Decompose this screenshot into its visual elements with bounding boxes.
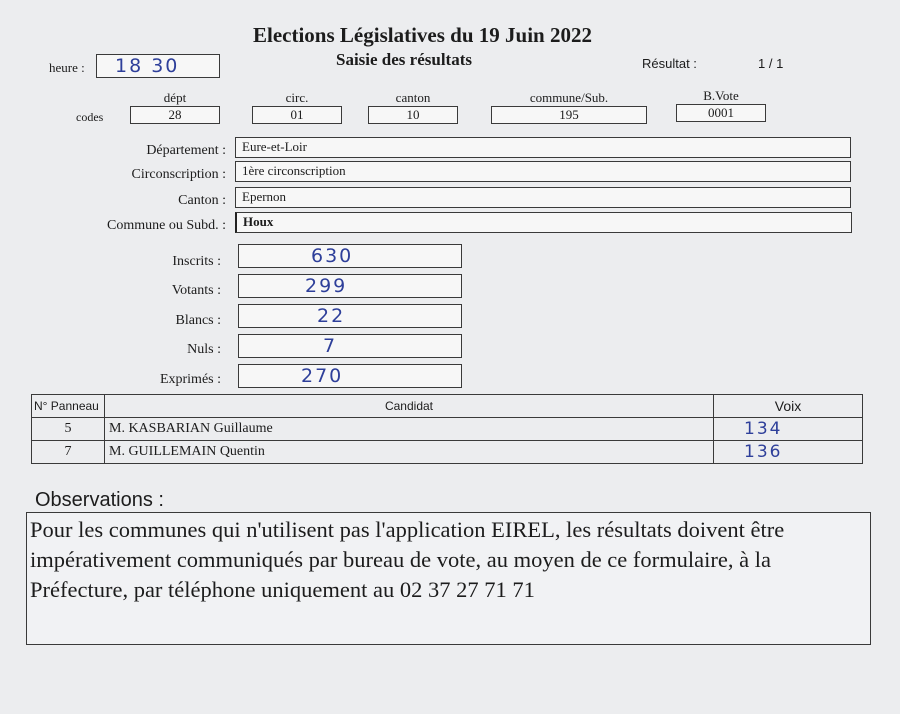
departement-label: Département : bbox=[146, 143, 226, 158]
votants-label: Votants : bbox=[171, 283, 221, 298]
canton-code-label: canton bbox=[395, 90, 431, 105]
form-title: Elections Législatives du 19 Juin 2022 bbox=[253, 23, 592, 47]
canton-code-value: 10 bbox=[406, 107, 420, 122]
codes-label: codes bbox=[76, 110, 104, 124]
voix-value: 136 bbox=[744, 442, 783, 462]
departement-field[interactable] bbox=[235, 137, 851, 158]
table-row bbox=[32, 441, 863, 464]
commune-label: Commune ou Subd. : bbox=[106, 218, 226, 233]
col-voix-header: Voix bbox=[714, 395, 863, 418]
blancs-label: Blancs : bbox=[175, 313, 221, 328]
observations-text: Pour les communes qui n'utilisent pas l'application EIREL, les résultats doivent être impérativement communiqués par bureau de vote, au moyen de ce formulaire, à la Préfecture, par téléphone uniquement au 02 37 27 71 71 bbox=[30, 517, 785, 602]
table-row bbox=[32, 418, 863, 441]
circ-field[interactable] bbox=[252, 106, 342, 124]
inscrits-label: Inscrits : bbox=[172, 254, 221, 269]
col-candidat-header: Candidat bbox=[105, 395, 714, 418]
blancs-value: 22 bbox=[317, 305, 346, 327]
circonscription-value: 1ère circonscription bbox=[242, 163, 346, 178]
voix-cell[interactable] bbox=[714, 418, 863, 441]
canton-label: Canton : bbox=[178, 193, 226, 208]
nuls-label: Nuls : bbox=[187, 342, 221, 357]
bvote-label: B.Vote bbox=[703, 88, 739, 103]
blancs-field[interactable] bbox=[238, 304, 462, 328]
commune-code-label: commune/Sub. bbox=[529, 90, 609, 105]
dept-label: dépt bbox=[163, 90, 187, 105]
circ-value: 01 bbox=[290, 107, 304, 122]
votants-value: 299 bbox=[305, 275, 348, 297]
dept-value: 28 bbox=[168, 107, 182, 122]
candidate-name-cell: M. KASBARIAN Guillaume bbox=[105, 418, 714, 441]
observations-label: Observations : bbox=[35, 489, 164, 511]
bvote-field[interactable] bbox=[676, 104, 766, 122]
inscrits-field[interactable] bbox=[238, 244, 462, 268]
form-subtitle: Saisie des résultats bbox=[336, 50, 472, 69]
resultat-label: Résultat : bbox=[642, 56, 697, 71]
canton-field[interactable] bbox=[235, 187, 851, 208]
heure-value: 18 30 bbox=[115, 55, 180, 77]
panneau-cell: 5 bbox=[32, 418, 105, 441]
dept-field[interactable] bbox=[130, 106, 220, 124]
resultat-value: 1 / 1 bbox=[758, 56, 784, 71]
commune-field[interactable] bbox=[235, 212, 852, 233]
bvote-value: 0001 bbox=[708, 105, 734, 120]
canton-value: Epernon bbox=[242, 189, 287, 204]
voix-cell[interactable] bbox=[714, 441, 863, 464]
candidate-name-cell: M. GUILLEMAIN Quentin bbox=[105, 441, 714, 464]
circonscription-field[interactable] bbox=[235, 161, 851, 182]
candidates-header-row bbox=[32, 395, 863, 418]
commune-code-field[interactable] bbox=[491, 106, 647, 124]
exprimes-field[interactable] bbox=[238, 364, 462, 388]
observations-box bbox=[26, 512, 871, 645]
panneau-cell: 7 bbox=[32, 441, 105, 464]
votants-field[interactable] bbox=[238, 274, 462, 298]
departement-value: Eure-et-Loir bbox=[242, 139, 307, 154]
canton-code-field[interactable] bbox=[368, 106, 458, 124]
col-panneau-header: N° Panneau bbox=[32, 395, 105, 418]
heure-field[interactable] bbox=[96, 54, 220, 78]
heure-label: heure : bbox=[49, 60, 85, 75]
candidates-table bbox=[31, 394, 863, 464]
exprimes-value: 270 bbox=[301, 365, 344, 387]
circonscription-label: Circonscription : bbox=[131, 167, 226, 182]
nuls-value: 7 bbox=[323, 335, 338, 357]
commune-code-value: 195 bbox=[559, 107, 579, 122]
inscrits-value: 630 bbox=[311, 245, 354, 267]
commune-value: Houx bbox=[243, 214, 274, 229]
circ-label: circ. bbox=[285, 90, 309, 105]
voix-value: 134 bbox=[744, 419, 783, 439]
nuls-field[interactable] bbox=[238, 334, 462, 358]
exprimes-label: Exprimés : bbox=[159, 372, 221, 387]
